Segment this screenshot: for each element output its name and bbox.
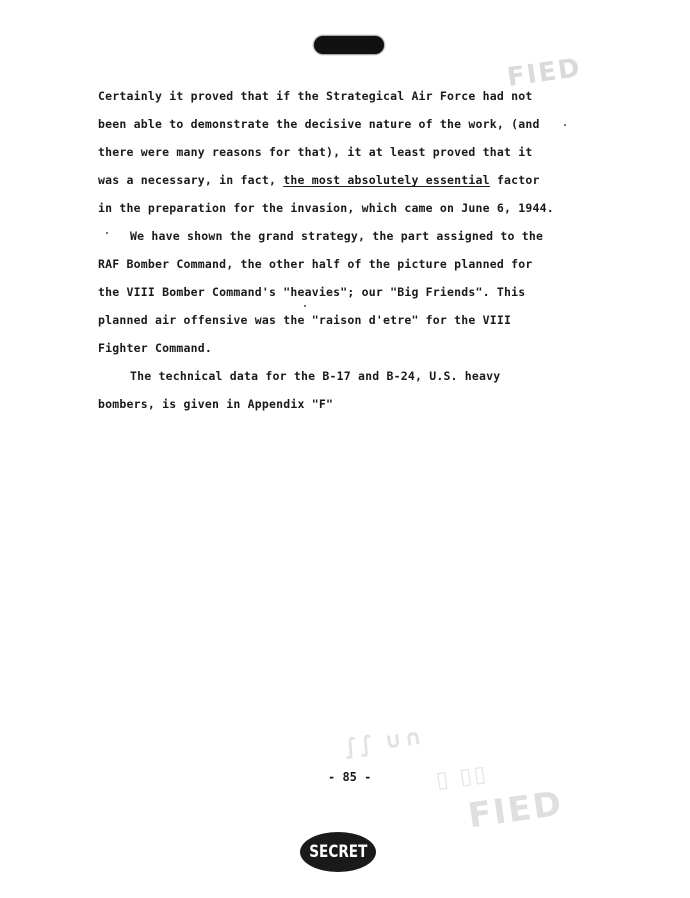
underlined-phrase: the most absolutely essential [283, 173, 490, 187]
text-line [98, 173, 540, 187]
text-line: Certainly it proved that if the Strategical Air Force had not [98, 89, 533, 103]
scan-speck [304, 305, 306, 307]
text-line: bombers, is given in Appendix "F" [98, 397, 334, 411]
text-line: We have shown the grand strategy, the part assigned to the [130, 229, 544, 243]
text-line: the VIII Bomber Command's "heavies"; our "Big Friends". This [98, 285, 526, 299]
scan-speck [106, 232, 108, 234]
faded-stamp-mark: ▯ ▯▯ [434, 761, 490, 794]
text-segment: was a necessary, in fact, [98, 173, 277, 187]
text-line: Fighter Command. [98, 341, 212, 355]
text-line: RAF Bomber Command, the other half of the picture planned for [98, 257, 533, 271]
redacted-classification-marking [314, 36, 384, 54]
faded-stamp-bottom: FIED [465, 783, 566, 837]
text-line: planned air offensive was the "raison d'etre" for the VIII [98, 313, 512, 327]
page-number: - 85 - [328, 770, 372, 784]
text-line: The technical data for the B-17 and B-24, U.S. heavy [130, 369, 501, 383]
faded-stamp-top: FIED [505, 52, 584, 94]
secret-stamp-text: SECRET [308, 842, 368, 862]
scan-speck [564, 124, 566, 126]
text-line: there were many reasons for that), it at least proved that it [98, 145, 533, 159]
secret-stamp [300, 832, 376, 872]
text-line: been able to demonstrate the decisive nature of the work, (and [98, 117, 540, 131]
text-line: in the preparation for the invasion, which came on June 6, 1944. [98, 201, 554, 215]
faded-stamp-mark: ∫∫ ∪∩ [342, 724, 426, 761]
text-segment: factor [496, 173, 540, 187]
